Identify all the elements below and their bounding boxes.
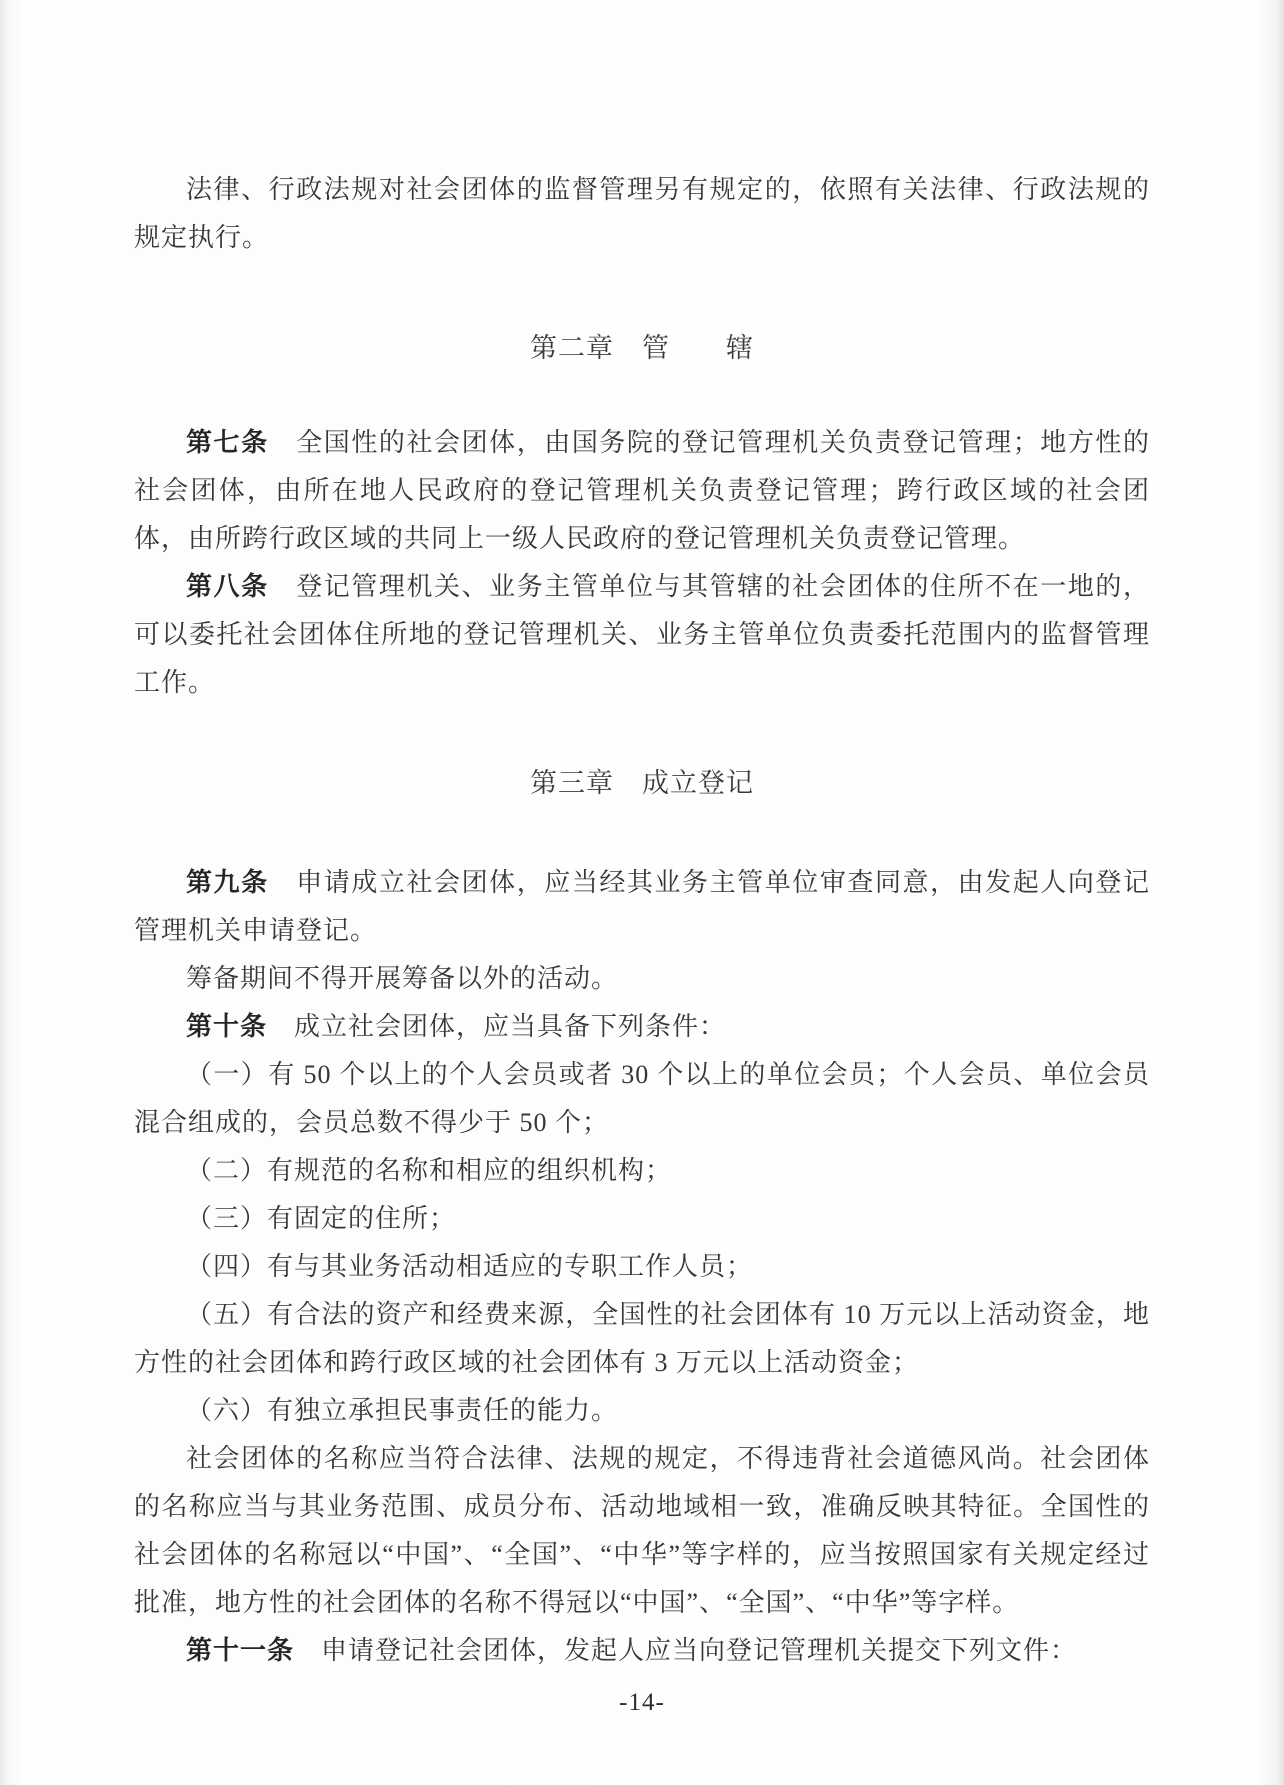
article-number: 第十一条 — [186, 1636, 322, 1665]
chapter-heading: 第三章 成立登记 — [530, 768, 754, 798]
paragraph-text: 申请登记社会团体，发起人应当向登记管理机关提交下列文件： — [321, 1636, 1078, 1665]
paragraph-text: （二）有规范的名称和相应的组织机构； — [186, 1156, 673, 1185]
paragraph — [134, 859, 1150, 955]
paragraph-text: 全国性的社会团体，由国务院的登记管理机关负责登记管理；地方性的社会团体，由所在地人民政府的登记管理机关负责登记管理；跨行政区域的社会团体，由所跨行政区域的共同上一级人民政府的登记管理机关负责登记管理。 — [134, 428, 1150, 553]
paragraph — [134, 1435, 1150, 1627]
paragraph-text: 登记管理机关、业务主管单位与其管辖的社会团体的住所不在一地的，可以委托社会团体住所地的登记管理机关、业务主管单位负责委托范围内的监督管理工作。 — [134, 572, 1150, 697]
list-item — [134, 1387, 1150, 1435]
chapter-heading: 第二章 管 辖 — [530, 333, 754, 363]
list-item — [134, 1243, 1150, 1291]
paragraph-text: 成立社会团体，应当具备下列条件： — [294, 1012, 727, 1041]
paragraph-text: （五）有合法的资产和经费来源，全国性的社会团体有 10 万元以上活动资金，地方性的社会团体和跨行政区域的社会团体有 3 万元以上活动资金； — [134, 1300, 1150, 1377]
page-number: -14- — [619, 1689, 665, 1716]
paragraph — [134, 563, 1150, 707]
paragraph — [134, 1003, 1150, 1051]
article-number: 第七条 — [186, 428, 297, 457]
list-item — [134, 1147, 1150, 1195]
paragraph — [134, 419, 1150, 563]
paragraph-text: （六）有独立承担民事责任的能力。 — [186, 1396, 619, 1425]
paragraph-text: 法律、行政法规对社会团体的监督管理另有规定的，依照有关法律、行政法规的规定执行。 — [134, 175, 1150, 252]
paragraph-text: 筹备期间不得开展筹备以外的活动。 — [186, 964, 619, 993]
paragraph-text: （四）有与其业务活动相适应的专职工作人员； — [186, 1252, 754, 1281]
article-number: 第九条 — [186, 868, 297, 897]
document-body — [134, 166, 1150, 1675]
paragraph — [134, 166, 1150, 262]
paragraph — [134, 955, 1150, 1003]
paragraph-text: （一）有 50 个以上的个人会员或者 30 个以上的单位会员；个人会员、单位会员混合组成的，会员总数不得少于 50 个； — [134, 1060, 1150, 1137]
paragraph-text: 申请成立社会团体，应当经其业务主管单位审查同意，由发起人向登记管理机关申请登记。 — [134, 868, 1150, 945]
paragraph-text: 社会团体的名称应当符合法律、法规的规定，不得违背社会道德风尚。社会团体的名称应当与其业务范围、成员分布、活动地域相一致，准确反映其特征。全国性的社会团体的名称冠以“中国”、“全国”、“中华”等字样的，应当按照国家有关规定经过批准，地方性的社会团体的名称不得冠以“中国”、“全国”、“中华”等字样。 — [134, 1444, 1150, 1617]
article-number: 第八条 — [186, 572, 297, 601]
article-number: 第十条 — [186, 1012, 295, 1041]
list-item — [134, 1051, 1150, 1147]
paragraph-text: （三）有固定的住所； — [186, 1204, 457, 1233]
list-item — [134, 1291, 1150, 1387]
paragraph — [134, 1627, 1150, 1675]
list-item — [134, 1195, 1150, 1243]
